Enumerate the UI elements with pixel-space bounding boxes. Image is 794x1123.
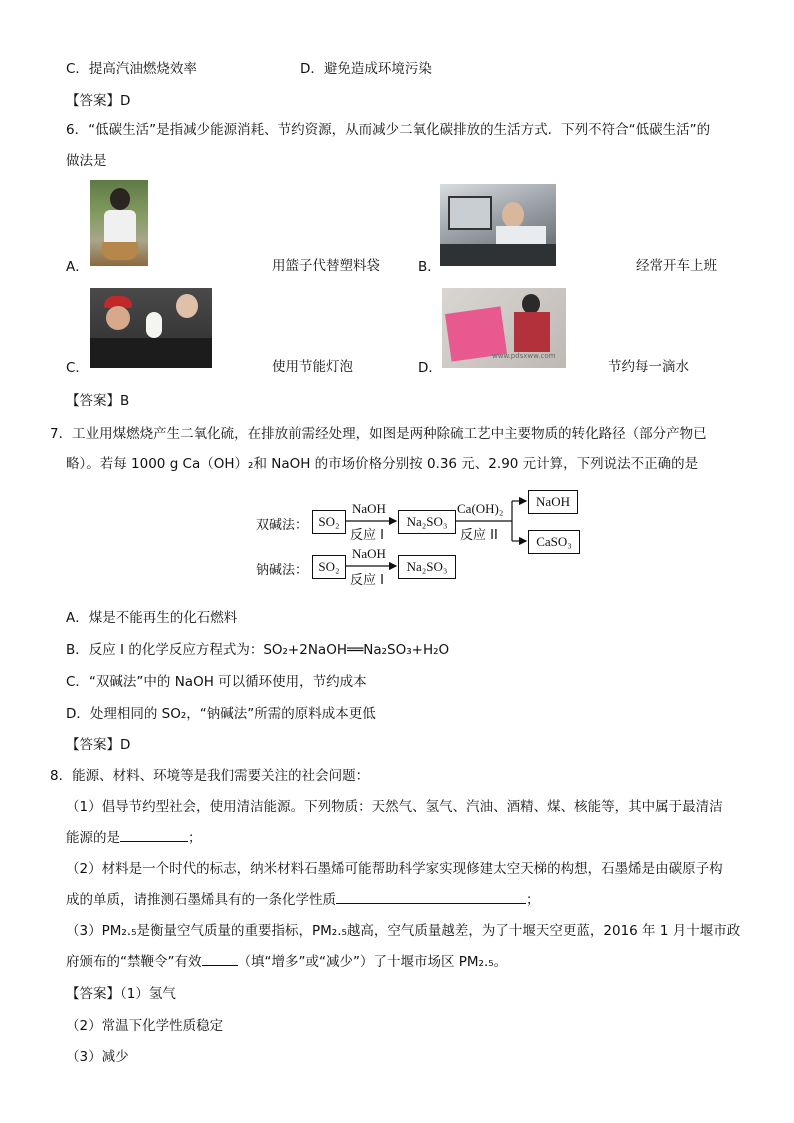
q6-option-c-letter: C． (66, 360, 89, 376)
q6-option-d-letter: D． (418, 360, 442, 376)
box-caso3: CaSO₃ (528, 530, 580, 554)
q8-stem: 8．能源、材料、环境等是我们需要关注的社会问题： (50, 768, 370, 784)
q7-stem-line2: 略）。若每 1000 g Ca（OH）₂和 NaOH 的市场价格分别按 0.36 元、2.90 元计算，下列说法不正确的是 (66, 456, 699, 472)
q8-part2-semicolon: ； (526, 892, 540, 908)
label-reaction-1-bottom: 反应 I (350, 573, 384, 588)
q7-option-c: C．“双碱法”中的 NaOH 可以循环使用，节约成本 (66, 674, 367, 690)
q8-part1-text: 能源的是 (66, 830, 120, 846)
label-double-alkali: 双碱法： (256, 518, 309, 533)
q6-stem-line1: 6．“低碳生活”是指减少能源消耗、节约资源，从而减少二氧化碳排放的生活方式．下列不符合“低碳生活”的 (66, 122, 711, 138)
answer-blank-3[interactable] (202, 953, 238, 966)
q7-stem-line1: 7．工业用煤燃烧产生二氧化硫，在排放前需经处理，如图是两种除硫工艺中主要物质的转化路径（部分产物已 (50, 426, 707, 442)
label-sodium-alkali: 钠碱法： (256, 563, 309, 578)
q8-answer-1: （1）氢气 (120, 986, 176, 1002)
q8-part1-line1: （1）倡导节约型社会，使用清洁能源。下列物质：天然气、氢气、汽油、酒精、煤、核能等，其中属于最清洁 (66, 799, 723, 815)
q7-option-a: A．煤是不能再生的化石燃料 (66, 610, 238, 626)
q8-part2-line2 (66, 888, 540, 908)
q8-answer-label: 【答案】 (66, 986, 120, 1002)
q8-part3-line2 (66, 950, 507, 970)
q8-part3-text-a: 府颁布的“禁鞭令”有效 (66, 954, 202, 970)
box-na2so3-1: Na₂SO₃ (398, 510, 456, 534)
q8-part2-text: 成的单质，请推测石墨烯具有的一条化学性质 (66, 892, 336, 908)
q7-option-b: B．反应 I 的化学反应方程式为：SO₂+2NaOH══Na₂SO₃+H₂O (66, 642, 450, 658)
box-so2-2: SO₂ (312, 555, 346, 579)
q8-answer-3: （3）减少 (66, 1049, 129, 1065)
photo-watermark: www.pdsxww.com (492, 352, 556, 360)
q8-answer-line1 (66, 982, 176, 1002)
q5-option-d: D．避免造成环境污染 (300, 61, 432, 77)
box-so2-1: SO₂ (312, 510, 346, 534)
q5-option-c: C．提高汽油燃烧效率 (66, 61, 197, 77)
label-caoh2: Ca(OH)₂ (457, 501, 504, 516)
q6-option-b-text: 经常开车上班 (636, 258, 717, 274)
q8-part3-text-b: （填“增多”或“减少”）了十堰市场区 PM₂.₅。 (237, 954, 508, 970)
label-reaction-2: 反应 II (460, 528, 498, 543)
q5-answer: 【答案】D (66, 93, 131, 109)
q6-stem-line2: 做法是 (66, 153, 107, 169)
q6-option-a-letter: A． (66, 259, 89, 275)
q6-option-d-text: 节约每一滴水 (608, 359, 689, 375)
q7-answer: 【答案】D (66, 737, 131, 753)
answer-blank-2[interactable] (336, 891, 526, 904)
q6-answer: 【答案】B (66, 393, 130, 409)
q8-part1-line2 (66, 826, 202, 846)
q8-part2-line1: （2）材料是一个时代的标志，纳米材料石墨烯可能帮助科学家实现修建太空天梯的构想，石墨烯是由碳原子构 (66, 861, 723, 877)
box-na2so3-2: Na₂SO₃ (398, 555, 456, 579)
q6-option-b-letter: B． (418, 259, 441, 275)
q8-answer-2: （2）常温下化学性质稳定 (66, 1018, 224, 1034)
q8-part1-semicolon: ； (188, 830, 202, 846)
box-naoh: NaOH (528, 490, 578, 514)
q6-option-c-text: 使用节能灯泡 (272, 359, 353, 375)
q8-part3-line1: （3）PM₂.₅是衡量空气质量的重要指标，PM₂.₅越高，空气质量越差，为了十堰天空更蓝，2016 年 1 月十堰市政 (66, 923, 741, 939)
q6-option-a-text: 用篮子代替塑料袋 (272, 258, 380, 274)
label-reaction-1-top: 反应 I (350, 528, 384, 543)
q7-option-d: D．处理相同的 SO₂，“钠碱法”所需的原料成本更低 (66, 706, 376, 722)
answer-blank-1[interactable] (120, 829, 188, 842)
label-naoh-2: NaOH (352, 546, 386, 561)
label-naoh-1: NaOH (352, 501, 386, 516)
